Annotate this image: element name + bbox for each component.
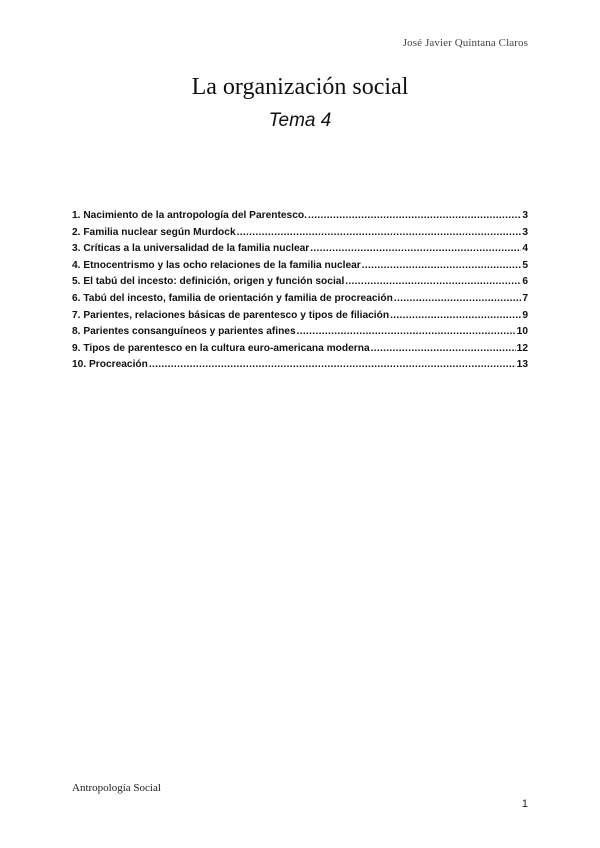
document-title: La organización social bbox=[191, 74, 409, 100]
toc-entry-title: 8. Parientes consanguíneos y parientes afines bbox=[72, 326, 296, 338]
toc-entry-page: 13 bbox=[516, 359, 528, 371]
toc-entry-page: 6 bbox=[522, 276, 528, 288]
toc-leader-dots bbox=[237, 227, 522, 238]
toc-entry-page: 5 bbox=[522, 259, 528, 271]
toc-entry-9[interactable] bbox=[72, 343, 528, 360]
toc-entry-page: 7 bbox=[522, 292, 528, 304]
toc-leader-dots bbox=[297, 326, 516, 337]
toc-entry-7[interactable] bbox=[72, 310, 528, 327]
toc-entry-8[interactable] bbox=[72, 326, 528, 343]
toc-entry-6[interactable] bbox=[72, 293, 528, 310]
header-author: José Javier Quintana Claros bbox=[402, 37, 528, 49]
toc-entry-4[interactable] bbox=[72, 260, 528, 277]
table-of-contents bbox=[72, 210, 528, 376]
toc-entry-page: 9 bbox=[522, 309, 528, 321]
toc-leader-dots bbox=[390, 310, 521, 321]
toc-entry-1[interactable] bbox=[72, 210, 528, 227]
toc-entry-title: 4. Etnocentrismo y las ocho relaciones de la familia nuclear bbox=[72, 259, 361, 271]
toc-leader-dots bbox=[362, 260, 522, 271]
toc-entry-title: 5. El tabú del incesto: definición, origen y función social bbox=[72, 276, 345, 288]
page-number: 1 bbox=[521, 798, 528, 810]
toc-entry-title: 3. Críticas a la universalidad de la familia nuclear bbox=[72, 243, 310, 255]
toc-leader-dots bbox=[345, 276, 521, 287]
toc-entry-3[interactable] bbox=[72, 243, 528, 260]
toc-entry-title: 9. Tipos de parentesco en la cultura euro-americana moderna bbox=[72, 342, 370, 354]
toc-entry-title: 6. Tabú del incesto, familia de orientación y familia de procreación bbox=[72, 292, 393, 304]
toc-entry-2[interactable] bbox=[72, 227, 528, 244]
toc-entry-page: 3 bbox=[522, 210, 528, 221]
toc-leader-dots bbox=[371, 343, 516, 354]
toc-entry-page: 3 bbox=[522, 226, 528, 238]
toc-entry-page: 10 bbox=[516, 326, 528, 338]
footer-course-name: Antropología Social bbox=[72, 782, 161, 794]
toc-entry-10[interactable] bbox=[72, 359, 528, 376]
toc-entry-title: 2. Familia nuclear según Murdock bbox=[72, 226, 236, 238]
toc-leader-dots bbox=[149, 359, 516, 370]
toc-entry-title: 10. Procreación bbox=[72, 359, 148, 371]
toc-leader-dots bbox=[310, 243, 521, 254]
toc-leader-dots bbox=[394, 293, 522, 304]
toc-entry-page: 12 bbox=[516, 342, 528, 354]
document-subtitle: Tema 4 bbox=[268, 110, 332, 131]
toc-entry-title: 7. Parientes, relaciones básicas de parentesco y tipos de filiación bbox=[72, 309, 390, 321]
toc-entry-5[interactable] bbox=[72, 276, 528, 293]
toc-entry-page: 4 bbox=[522, 243, 528, 255]
toc-entry-title: 1. Nacimiento de la antropología del Parentesco. bbox=[72, 210, 307, 221]
toc-leader-dots bbox=[308, 210, 521, 221]
